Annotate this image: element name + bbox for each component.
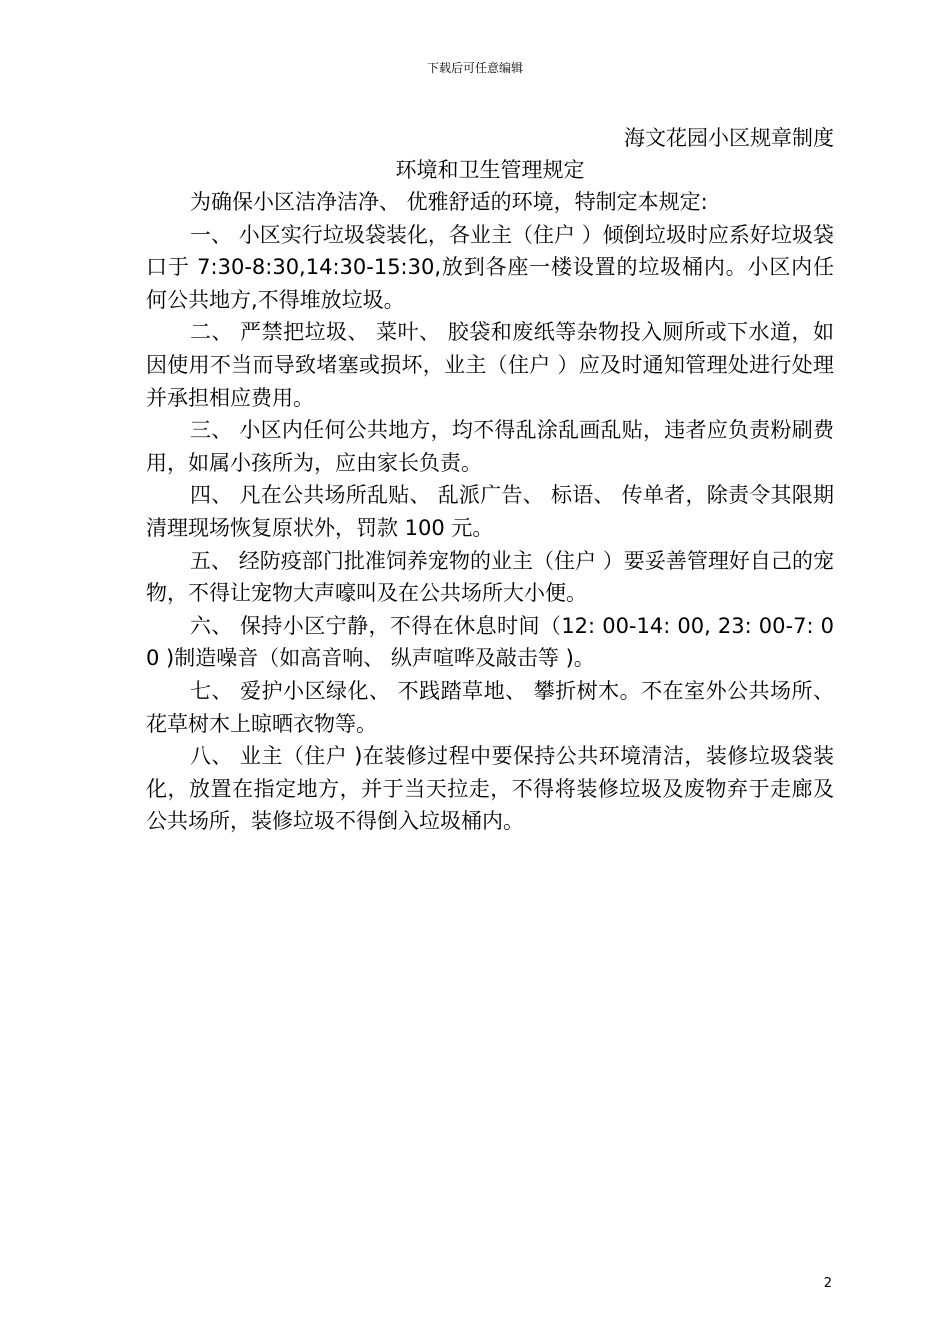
document-title: 海文花园小区规章制度 [624,126,834,150]
header-note: 下载后可任意编辑 [426,61,523,75]
rule-1-paragraph: 一、 小区实行垃圾袋装化，各业主（住户 ）倾倒垃圾时应系好垃圾袋口于 7:30-8:30,14:30-15:30,放到各座一楼设置的垃圾桶内。小区内任何公共地方,不得堆放垃圾。 [146,222,834,312]
rule-5-paragraph: 五、 经防疫部门批准饲养宠物的业主（住户 ）要妥善管理好自己的宠物，不得让宠物大声嚎叫及在公共场所大小便。 [146,548,834,606]
rule-7-paragraph: 七、 爱护小区绿化、 不践踏草地、 攀折树木。不在室外公共场所、 花草树木上晾晒衣物等。 [146,678,834,736]
rule-2-paragraph: 二、 严禁把垃圾、 菜叶、 胶袋和废纸等杂物投入厕所或下水道，如因使用不当而导致堵塞或损坏，业主（住户 ）应及时通知管理处进行处理并承担相应费用。 [146,320,834,410]
rule-8-paragraph: 八、 业主（住户 )在装修过程中要保持公共环境清洁，装修垃圾袋装化，放置在指定地方，并于当天拉走，不得将装修垃圾及废物弃于走廊及公共场所，装修垃圾不得倒入垃圾桶内。 [146,744,834,834]
intro-paragraph: 为确保小区洁净洁净、 优雅舒适的环境，特制定本规定: [190,190,708,214]
document-body [146,186,834,838]
document-subtitle: 环境和卫生管理规定 [395,158,585,182]
rule-4-paragraph: 四、 凡在公共场所乱贴、 乱派广告、 标语、 传单者，除责令其限期清理现场恢复原状外，罚款 100 元。 [146,483,834,540]
page-number: 2 [823,1276,832,1291]
rule-3-paragraph: 三、 小区内任何公共地方，均不得乱涂乱画乱贴，违者应负责粉刷费用，如属小孩所为，应由家长负责。 [146,418,834,475]
rule-6-paragraph: 六、 保持小区宁静，不得在休息时间（12: 00-14: 00, 23: 00-7: 00 )制造噪音（如高音响、 纵声喧哗及敲击等 )。 [146,613,834,671]
